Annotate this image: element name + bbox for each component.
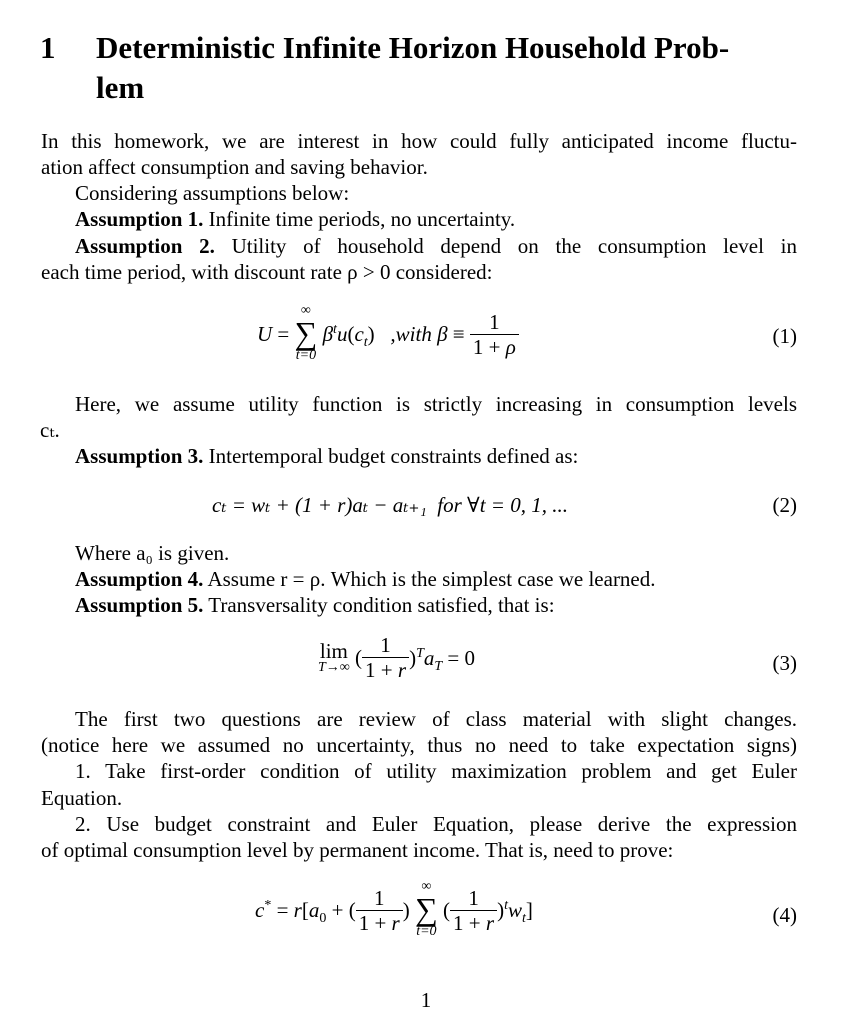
equation-4: $c^* = r[a_0$ + ( $\frac{1}{1 + r}$ ) ∞ ∑ t=0 ( $\frac{1}{1 + r}$ )$^tw_t$] [255,879,533,939]
equation-4-number: (4) [772,903,797,927]
assumption-1 [75,206,797,232]
intro-line-3: Considering assumptions below: [75,181,350,205]
equation-3-number: (3) [772,651,797,675]
assumption-1-text: Infinite time periods, no uncertainty. [208,207,516,231]
assumption-2-followup-line1: Here, we assume utility function is strictly increasing in consumption levels [75,392,797,416]
assumption-3-label: Assumption 3. [75,444,204,468]
section-title-line1: Deterministic Infinite Horizon Household Prob- [96,30,730,65]
assumption-5-label: Assumption 5. [75,593,204,617]
assumption-4-label: Assumption 4. [75,567,204,591]
question-2-line2: of optimal consumption level by permanent income. That is, need to prove: [41,838,674,862]
equation-1: U = ∞ ∑ t=0 $\beta^tu(c_t)$ ,with β ≡ $\frac{1}{1 + \rho}$ [257,304,519,372]
questions-intro-line1: The first two questions are review of class material with slight changes. [75,707,797,731]
fraction: $\frac{1}{1 + r}$ [450,886,497,935]
assumption-3-text: Intertemporal budget constraints defined as: [208,444,579,468]
section-title-line2: lem [96,70,145,105]
assumption-2-text-line2: each time period, with discount rate ρ > 0 considered: [41,260,493,284]
question-1-line1: 1. Take first-order condition of utility maximization problem and get Euler [75,759,797,783]
limit-symbol: lim T→∞ [318,638,350,675]
equation-2 [212,492,568,518]
assumption-3 [75,443,797,469]
equation-2-body: cₜ = wₜ + (1 + r)aₜ − aₜ₊₁ [212,493,427,517]
questions-intro-line2: (notice here we assumed no uncertainty, thus no need to take expectation signs) [41,733,797,757]
question-1-line2: Equation. [41,786,123,810]
equation-1-number: (1) [772,324,797,348]
assumption-2-followup-line2: cₜ. [40,418,60,442]
intro-line-2: ation affect consumption and saving behavior. [41,155,428,179]
question-2-line1: 2. Use budget constraint and Euler Equation, please derive the expression [75,812,797,836]
assumption-4-text: Assume r = ρ. Which is the simplest case we learned. [207,567,656,591]
section-number: 1 [40,30,56,65]
assumption-5-text: Transversality condition satisfied, that is: [208,593,555,617]
assumption-2-label: Assumption 2. [75,234,215,258]
equation-2-forall: for ∀t = 0, 1, ... [437,493,568,517]
assumption-1-label: Assumption 1. [75,207,204,231]
assumption-5 [75,592,797,618]
assumption-2-text-line1: Utility of household depend on the consumption level in [231,234,798,258]
page-number: 1 [420,988,432,1012]
equation-2-number: (2) [772,493,797,517]
assumption-2 [75,233,797,259]
intro-line-1: In this homework, we are interest in how could fully anticipated income fluctu- [41,129,797,153]
assumption-4 [75,566,797,592]
equation-3: lim T→∞ ( $\frac{1}{1 + r}$ )$^Ta_T = 0$ [318,633,475,682]
assumption-3-followup: Where a₀ is given. [75,541,230,565]
fraction: $\frac{1}{1 + r}$ [362,633,409,682]
sum-symbol: ∞ ∑ t=0 [414,879,438,939]
section-title [96,28,836,108]
fraction: $\frac{1}{1 + r}$ [356,886,403,935]
sum-symbol: ∞ ∑ t=0 [294,303,318,363]
fraction: $\frac{1}{1 + \rho}$ [470,310,519,359]
